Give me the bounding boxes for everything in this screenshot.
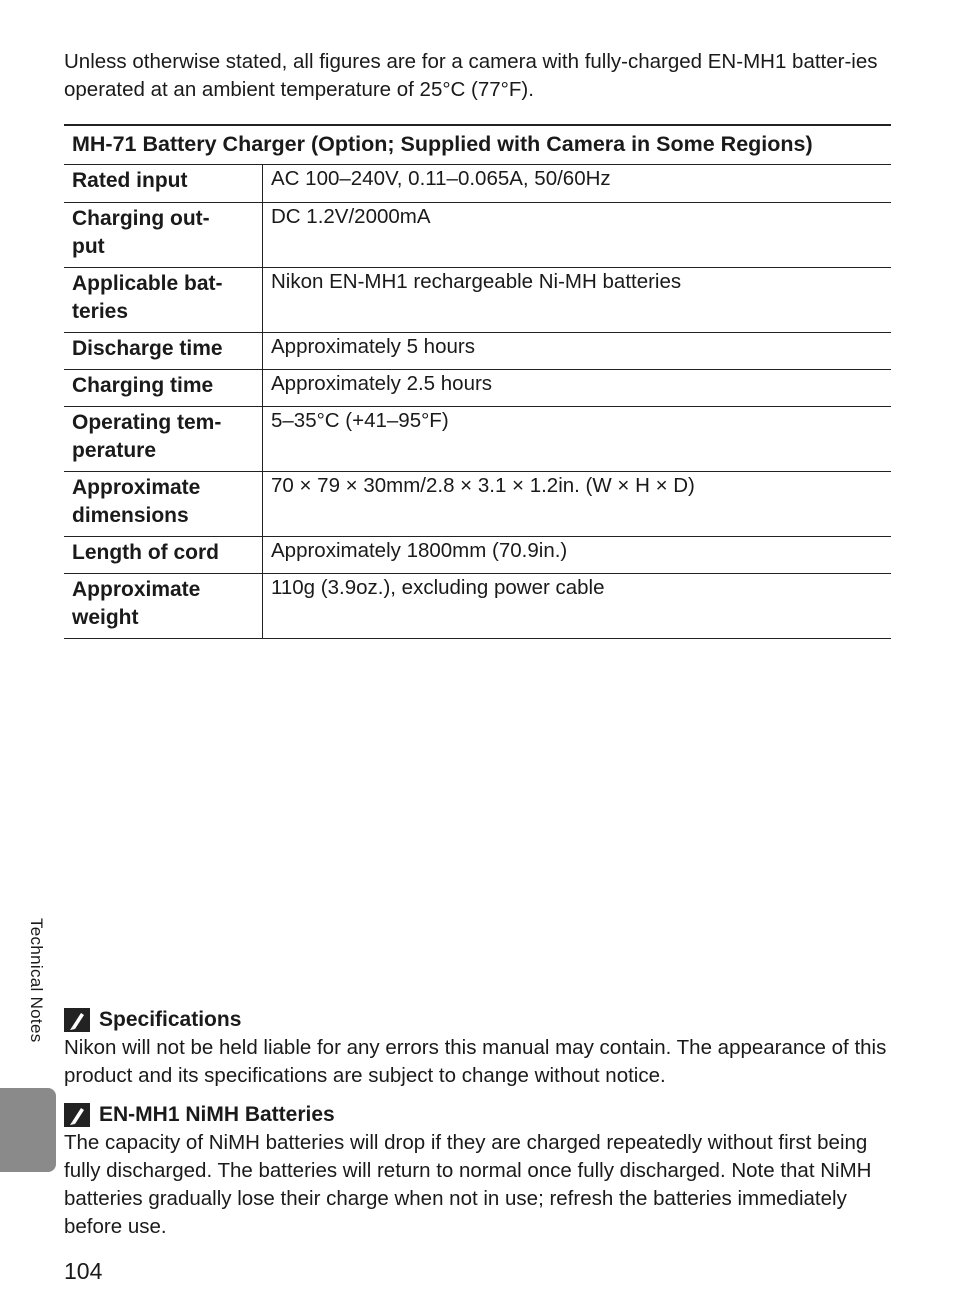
table-row xyxy=(64,370,891,407)
table-row xyxy=(64,472,891,537)
table-row xyxy=(64,333,891,370)
note-title: Specifications xyxy=(99,1008,242,1031)
table-row xyxy=(64,407,891,472)
row-value: AC 100–240V, 0.11–0.065A, 50/60Hz xyxy=(263,165,892,203)
row-value: 5–35°C (+41–95°F) xyxy=(263,407,892,472)
row-label: Discharge time xyxy=(64,333,263,370)
table-row xyxy=(64,165,891,203)
table-row xyxy=(64,537,891,574)
note-specifications xyxy=(64,1006,894,1090)
row-label: Operating tem- perature xyxy=(64,407,263,472)
row-value: 110g (3.9oz.), excluding power cable xyxy=(263,574,892,639)
spec-table xyxy=(64,124,891,639)
row-value: Nikon EN-MH1 rechargeable Ni-MH batteries xyxy=(263,268,892,333)
note-body: Nikon will not be held liable for any errors this manual may contain. The appearance of this product and its specifications are subject to change without notice. xyxy=(64,1036,887,1087)
note-body: The capacity of NiMH batteries will drop if they are charged repeatedly without first being fully discharged. The batteries will return to normal once fully discharged. Note that NiMH batteries gradually lose their charge when not in use; refresh the batteries immediately before use. xyxy=(64,1131,872,1238)
table-row xyxy=(64,574,891,639)
row-value: Approximately 2.5 hours xyxy=(263,370,892,407)
row-label: Charging out- put xyxy=(64,203,263,268)
row-value: Approximately 1800mm (70.9in.) xyxy=(263,537,892,574)
row-label: Charging time xyxy=(64,370,263,407)
table-title: MH-71 Battery Charger (Option; Supplied with Camera in Some Regions) xyxy=(64,125,891,165)
pencil-note-icon xyxy=(64,1103,90,1127)
row-label: Approximate weight xyxy=(64,574,263,639)
page-number: 104 xyxy=(64,1258,103,1284)
table-row xyxy=(64,268,891,333)
note-batteries xyxy=(64,1101,894,1241)
row-label: Length of cord xyxy=(64,537,263,574)
note-title: EN-MH1 NiMH Batteries xyxy=(99,1103,335,1126)
table-row xyxy=(64,203,891,268)
section-side-label: Technical Notes xyxy=(27,918,46,1043)
pencil-note-icon xyxy=(64,1008,90,1032)
intro-paragraph: Unless otherwise stated, all figures are for a camera with fully-charged EN-MH1 batter-ies operated at an ambient temperature of 25°C (77°F). xyxy=(64,50,878,101)
row-value: 70 × 79 × 30mm/2.8 × 3.1 × 1.2in. (W × H × D) xyxy=(263,472,892,537)
row-label: Applicable bat- teries xyxy=(64,268,263,333)
row-value: DC 1.2V/2000mA xyxy=(263,203,892,268)
section-tab xyxy=(0,1088,56,1172)
row-value: Approximately 5 hours xyxy=(263,333,892,370)
row-label: Approximate dimensions xyxy=(64,472,263,537)
row-label: Rated input xyxy=(64,165,263,203)
